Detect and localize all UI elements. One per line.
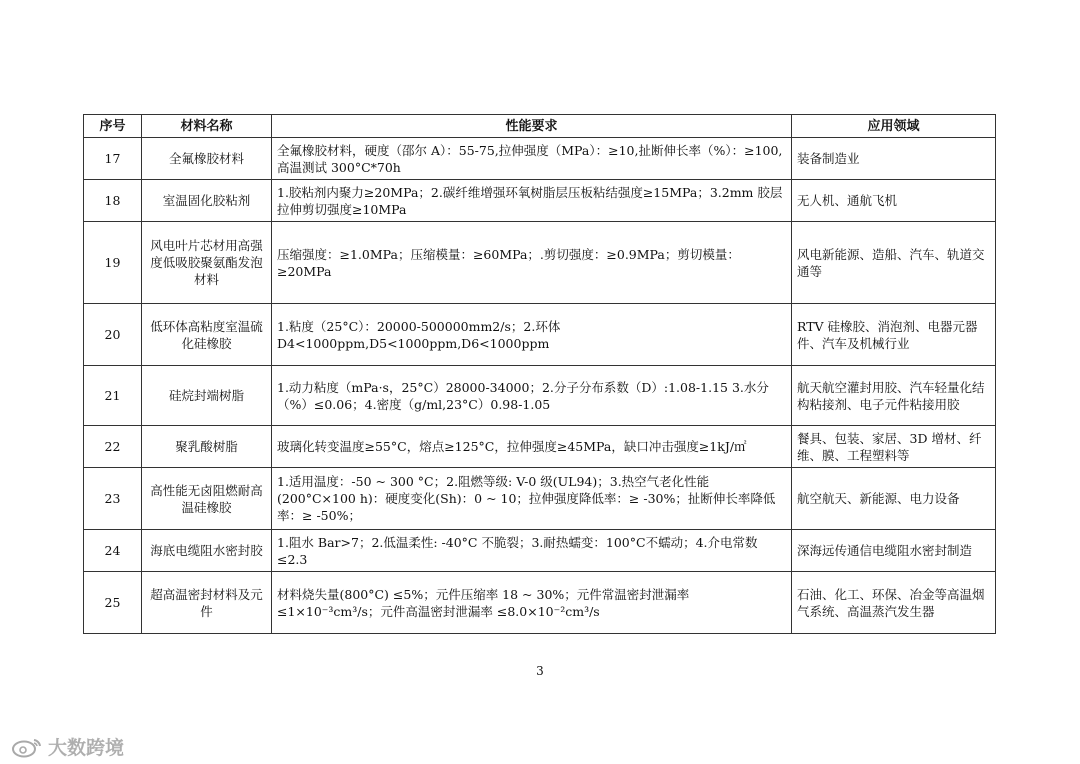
row-number: 23 <box>84 468 142 530</box>
row-number: 17 <box>84 138 142 180</box>
performance-requirement: 全氟橡胶材料，硬度（邵尔 A）：55-75,拉伸强度（MPa）：≥10,扯断伸长率（%）：≥100,高温测试 300°C*70h <box>272 138 792 180</box>
row-number: 21 <box>84 366 142 426</box>
performance-requirement: 压缩强度：≥1.0MPa；压缩模量：≥60MPa；.剪切强度：≥0.9MPa；剪切模量：≥20MPa <box>272 222 792 304</box>
material-name: 硅烷封端树脂 <box>142 366 272 426</box>
table-row <box>84 366 996 426</box>
header-material-name: 材料名称 <box>142 115 272 138</box>
material-name: 聚乳酸树脂 <box>142 426 272 468</box>
application-field: 深海远传通信电缆阻水密封制造 <box>792 530 996 572</box>
application-field: 石油、化工、环保、冶金等高温烟气系统、高温蒸汽发生器 <box>792 572 996 634</box>
performance-requirement: 1.阻水 Bar>7；2.低温柔性: -40°C 不脆裂；3.耐热蠕变：100°C不蠕动；4.介电常数 ≤2.3 <box>272 530 792 572</box>
row-number: 20 <box>84 304 142 366</box>
table-row <box>84 530 996 572</box>
row-number: 24 <box>84 530 142 572</box>
page-number: 3 <box>536 664 544 678</box>
performance-requirement: 玻璃化转变温度≥55°C，熔点≥125°C，拉伸强度≥45MPa，缺口冲击强度≥1kJ/㎡ <box>272 426 792 468</box>
row-number: 25 <box>84 572 142 634</box>
application-field: 航天航空灌封用胶、汽车轻量化结构粘接剂、电子元件粘接用胶 <box>792 366 996 426</box>
performance-requirement: 1.胶粘剂内聚力≥20MPa；2.碳纤维增强环氧树脂层压板粘结强度≥15MPa；3.2mm 胶层拉伸剪切强度≥10MPa <box>272 180 792 222</box>
header-performance-requirements: 性能要求 <box>272 115 792 138</box>
material-name: 海底电缆阻水密封胶 <box>142 530 272 572</box>
table-header-row <box>84 115 996 138</box>
table-row <box>84 222 996 304</box>
table-row <box>84 426 996 468</box>
application-field: 无人机、通航飞机 <box>792 180 996 222</box>
weibo-logo-icon <box>10 736 44 758</box>
material-name: 高性能无卤阻燃耐高温硅橡胶 <box>142 468 272 530</box>
application-field: RTV 硅橡胶、消泡剂、电器元器件、汽车及机械行业 <box>792 304 996 366</box>
header-application-field: 应用领域 <box>792 115 996 138</box>
table-row <box>84 304 996 366</box>
table-row <box>84 180 996 222</box>
performance-requirement: 材料烧失量(800°C) ≤5%；元件压缩率 18 ~ 30%；元件常温密封泄漏率 ≤1×10⁻³cm³/s；元件高温密封泄漏率 ≤8.0×10⁻²cm³/s <box>272 572 792 634</box>
performance-requirement: 1.适用温度：-50 ~ 300 °C；2.阻燃等级: V-0 级(UL94)；3.热空气老化性能(200°C×100 h)：硬度变化(Sh)：0 ~ 10；拉伸强度降低率：≥ -30%；扯断伸长率降低率：≥ -50%； <box>272 468 792 530</box>
header-no: 序号 <box>84 115 142 138</box>
application-field: 风电新能源、造船、汽车、轨道交通等 <box>792 222 996 304</box>
material-name: 超高温密封材料及元件 <box>142 572 272 634</box>
application-field: 装备制造业 <box>792 138 996 180</box>
watermark <box>10 733 124 760</box>
material-name: 全氟橡胶材料 <box>142 138 272 180</box>
performance-requirement: 1.动力粘度（mPa·s，25°C）28000-34000；2.分子分布系数（D）:1.08-1.15 3.水分（%）≤0.06；4.密度（g/ml,23°C）0.98-1.05 <box>272 366 792 426</box>
application-field: 餐具、包装、家居、3D 增材、纤维、膜、工程塑料等 <box>792 426 996 468</box>
performance-requirement: 1.粘度（25°C）：20000-500000mm2/s；2.环体 D4<1000ppm,D5<1000ppm,D6<1000ppm <box>272 304 792 366</box>
row-number: 19 <box>84 222 142 304</box>
material-name: 风电叶片芯材用高强度低吸胶聚氨酯发泡材料 <box>142 222 272 304</box>
table-row <box>84 138 996 180</box>
row-number: 22 <box>84 426 142 468</box>
table-row <box>84 572 996 634</box>
requirements-table <box>83 114 996 634</box>
row-number: 18 <box>84 180 142 222</box>
application-field: 航空航天、新能源、电力设备 <box>792 468 996 530</box>
watermark-text: 大数跨境 <box>48 737 125 759</box>
material-name: 室温固化胶粘剂 <box>142 180 272 222</box>
table-row <box>84 468 996 530</box>
material-name: 低环体高粘度室温硫化硅橡胶 <box>142 304 272 366</box>
